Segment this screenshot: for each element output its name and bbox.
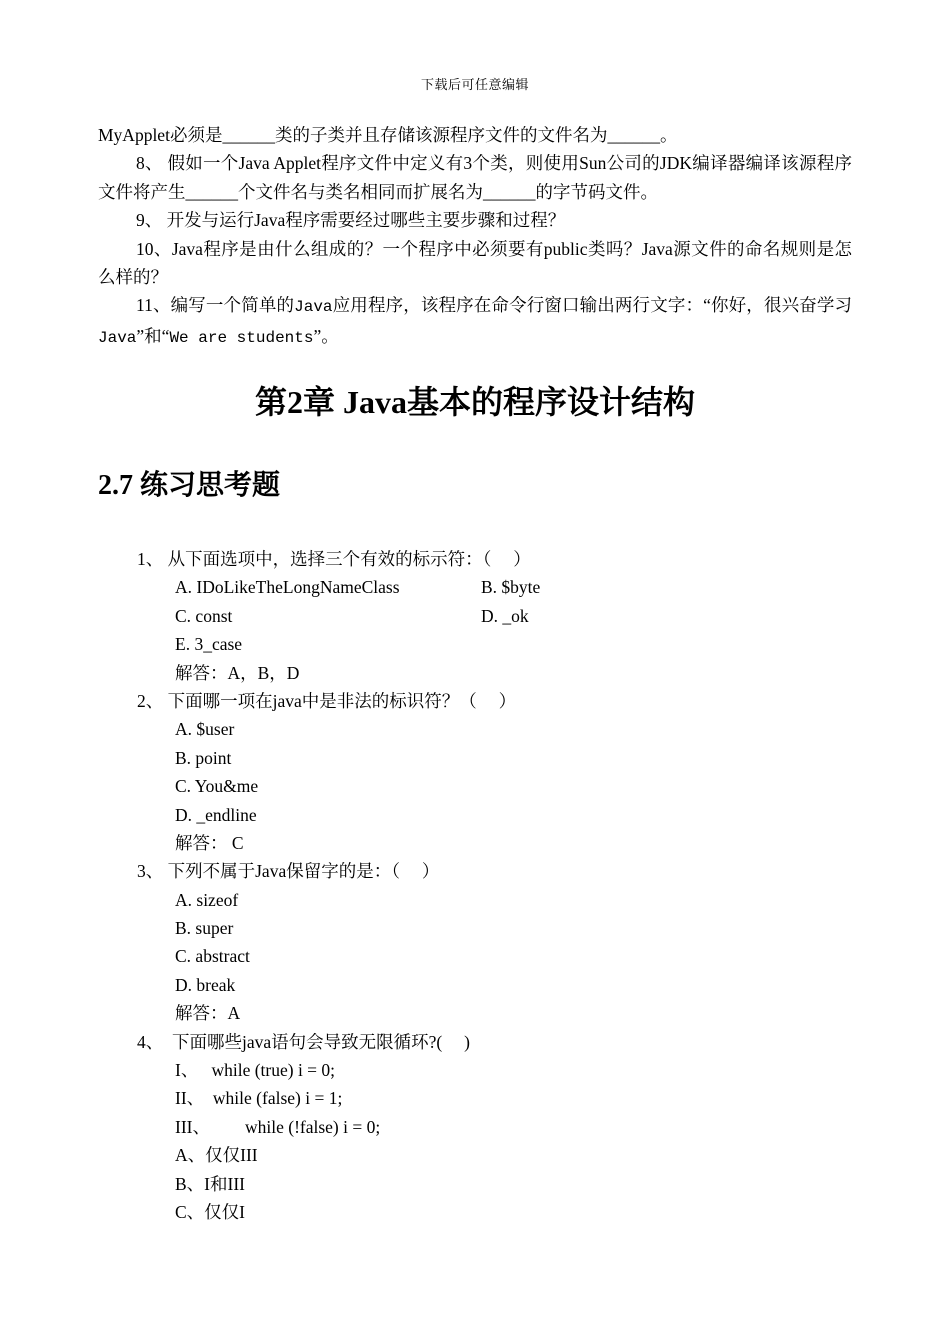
exercise-list <box>137 545 857 1226</box>
question-8: 8、 假如一个Java Applet程序文件中定义有3个类，则使用Sun公司的JDK编译器编译该源程序文件将产生______个文件名与类名相同而扩展名为______的字节码文件。 <box>98 153 852 202</box>
question-11-part-d: ”。 <box>313 325 339 346</box>
q1-option-c: C. const <box>175 605 233 626</box>
q3-option-d: D. break <box>175 974 236 995</box>
q3-option-a: A. sizeof <box>175 889 239 910</box>
q2-option-a: A. $user <box>175 719 235 740</box>
q2-option-c: C. You&me <box>175 776 259 797</box>
q1-option-d: D. _ok <box>481 605 529 626</box>
q4-option-c: C、仅仅I <box>175 1201 245 1222</box>
q4-statement-i: I、 while (true) i = 0; <box>175 1060 336 1081</box>
q2-answer: 解答： C <box>175 832 244 853</box>
question-11 <box>98 291 852 352</box>
question-11-part-c: ”和“ <box>136 325 170 346</box>
question-9: 9、 开发与运行Java程序需要经过哪些主要步骤和过程？ <box>136 210 566 231</box>
q4-stem: 4、 下面哪些java语句会导致无限循环?( ) <box>137 1031 470 1052</box>
question-11-java-word-2: Java <box>98 328 137 347</box>
question-11-part-a: 11、编写一个简单的 <box>136 295 295 316</box>
question-11-we-are-students: We are students <box>169 328 314 347</box>
q1-option-a: A. IDoLikeTheLongNameClass <box>175 577 400 598</box>
q1-options-row-2 <box>137 602 857 630</box>
q4-option-a: A、仅仅III <box>175 1145 258 1166</box>
q1-option-b: B. $byte <box>481 577 541 598</box>
q4-statement-ii: II、 while (false) i = 1; <box>175 1088 343 1109</box>
q3-option-c: C. abstract <box>175 946 250 967</box>
q2-option-d: D. _endline <box>175 804 257 825</box>
q1-stem: 1、 从下面选项中，选择三个有效的标示符：（ ） <box>137 549 531 569</box>
question-11-java-word: Java <box>294 298 333 317</box>
q3-stem: 3、 下列不属于Java保留字的是：（ ） <box>137 861 440 882</box>
section-title: 2.7 练习思考题 <box>98 470 281 501</box>
q3-option-b: B. super <box>175 918 234 939</box>
q4-statement-iii: III、 while (!false) i = 0; <box>175 1116 381 1137</box>
q1-options-row-1 <box>137 573 857 601</box>
question-11-part-b: 应用程序，该程序在命令行窗口输出两行文字：“你好，很兴奋学习 <box>332 295 853 316</box>
q2-option-b: B. point <box>175 747 232 768</box>
paragraph-myapplet: MyApplet必须是______类的子类并且存储该源程序文件的文件名为______。 <box>98 125 678 145</box>
q1-answer: 解答：A，B，D <box>175 662 300 683</box>
q2-stem: 2、 下面哪一项在java中是非法的标识符？（ ） <box>137 690 517 711</box>
q4-option-b: B、I和III <box>175 1173 245 1194</box>
q1-option-e: E. 3_case <box>175 634 243 655</box>
question-10: 10、Java程序是由什么组成的？一个程序中必须要有public类吗？Java源文件的命名规则是怎么样的？ <box>98 238 852 288</box>
page-header: 下载后可任意编辑 <box>420 77 529 92</box>
intro-block <box>98 121 852 352</box>
chapter-title: 第2章 Java基本的程序设计结构 <box>254 384 695 420</box>
q3-answer: 解答：A <box>175 1003 241 1024</box>
